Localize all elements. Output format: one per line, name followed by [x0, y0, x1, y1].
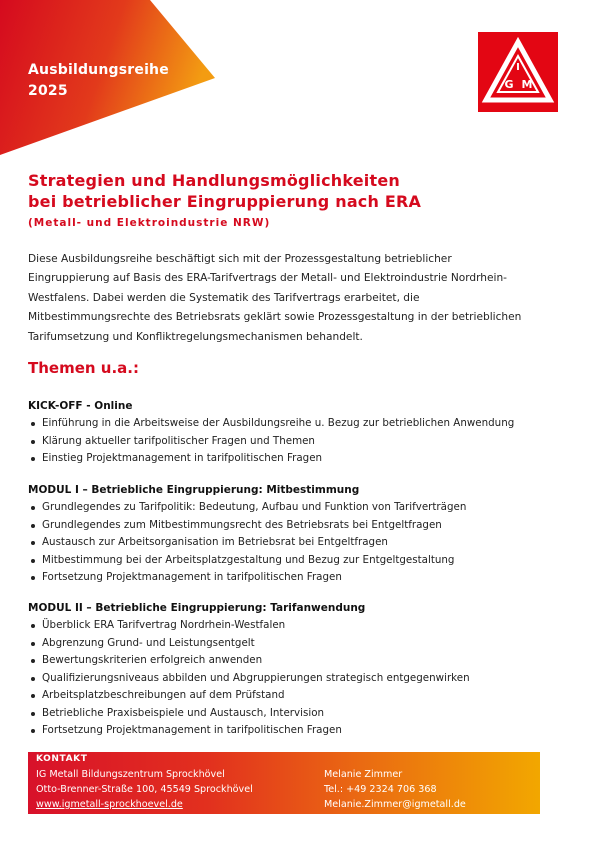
series-label-year: 2025 — [28, 83, 68, 99]
topic-list — [28, 499, 583, 587]
intro-line: Eingruppierung auf Basis des ERA-Tarifvertrags der Metall- und Elektroindustrie Nordrhein- — [28, 272, 507, 285]
intro-paragraph — [28, 250, 573, 347]
contact-person: Melanie Zimmer — [324, 769, 403, 780]
list-item: Betriebliche Praxisbeispiele und Austausch, Intervision — [28, 705, 583, 723]
list-item: Qualifizierungsniveaus abbilden und Abgruppierungen strategisch entgegenwirken — [28, 670, 583, 688]
list-item: Grundlegendes zum Mitbestimmungsrecht des Betriebsrats bei Entgeltfragen — [28, 517, 583, 535]
svg-text:I: I — [516, 62, 520, 73]
title-line-1: Strategien und Handlungsmöglichkeiten — [28, 171, 400, 190]
intro-line: Tarifumsetzung und Konfliktregelungsmechanismen behandelt. — [28, 330, 363, 343]
page-subtitle: (Metall- und Elektroindustrie NRW) — [28, 217, 271, 229]
contact-email[interactable]: Melanie.Zimmer@igmetall.de — [324, 799, 466, 810]
contact-label: KONTAKT — [36, 754, 88, 764]
themes-heading: Themen u.a.: — [28, 359, 139, 377]
list-item: Mitbestimmung bei der Arbeitsplatzgestaltung und Bezug zur Entgeltgestaltung — [28, 552, 583, 570]
list-item: Austausch zur Arbeitsorganisation im Betriebsrat bei Entgeltfragen — [28, 534, 583, 552]
contact-address: Otto-Brenner-Straße 100, 45549 Sprockhövel — [36, 784, 253, 795]
section-modul-1 — [28, 482, 583, 587]
section-heading: MODUL II – Betriebliche Eingruppierung: Tarifanwendung — [28, 602, 366, 614]
list-item: Grundlegendes zu Tarifpolitik: Bedeutung, Aufbau und Funktion von Tarifverträgen — [28, 499, 583, 517]
list-item: Abgrenzung Grund- und Leistungsentgelt — [28, 635, 583, 653]
topic-list — [28, 415, 583, 468]
list-item: Arbeitsplatzbeschreibungen auf dem Prüfstand — [28, 687, 583, 705]
list-item: Einstieg Projektmanagement in tarifpolitischen Fragen — [28, 450, 583, 468]
section-modul-2 — [28, 600, 583, 740]
section-heading: MODUL I – Betriebliche Eingruppierung: Mitbestimmung — [28, 484, 360, 496]
contact-website-link[interactable]: www.igmetall-sprockhoevel.de — [36, 799, 183, 810]
section-heading: KICK-OFF - Online — [28, 400, 133, 412]
page-title — [28, 170, 568, 212]
intro-line: Mitbestimmungsrechte des Betriebsrats geklärt sowie Prozessgestaltung in der betrieblichen — [28, 311, 522, 324]
svg-text:G: G — [504, 78, 514, 91]
title-line-2: bei betrieblicher Eingruppierung nach ERA — [28, 192, 422, 211]
contact-box — [28, 752, 540, 814]
list-item: Fortsetzung Projektmanagement in tarifpolitischen Fragen — [28, 569, 583, 587]
section-kickoff — [28, 398, 583, 468]
series-label — [28, 60, 169, 102]
topic-list — [28, 617, 583, 740]
contact-phone: Tel.: +49 2324 706 368 — [324, 784, 437, 795]
intro-line: Diese Ausbildungsreihe beschäftigt sich mit der Prozessgestaltung betrieblicher — [28, 253, 452, 265]
list-item: Fortsetzung Projektmanagement in tarifpolitischen Fragen — [28, 722, 583, 740]
list-item: Überblick ERA Tarifvertrag Nordrhein-Westfalen — [28, 617, 583, 635]
list-item: Einführung in die Arbeitsweise der Ausbildungsreihe u. Bezug zur betrieblichen Anwendung — [28, 415, 583, 433]
ig-metall-logo — [478, 32, 558, 112]
contact-org: IG Metall Bildungszentrum Sprockhövel — [36, 769, 225, 780]
contact-org-column — [36, 767, 253, 812]
contact-person-column — [324, 767, 466, 812]
svg-text:M: M — [521, 78, 533, 91]
list-item: Klärung aktueller tarifpolitischer Fragen und Themen — [28, 433, 583, 451]
series-label-line1: Ausbildungsreihe — [28, 62, 169, 78]
intro-line: Westfalens. Dabei werden die Systematik des Tarifvertrags erarbeitet, die — [28, 291, 420, 304]
list-item: Bewertungskriterien erfolgreich anwenden — [28, 652, 583, 670]
